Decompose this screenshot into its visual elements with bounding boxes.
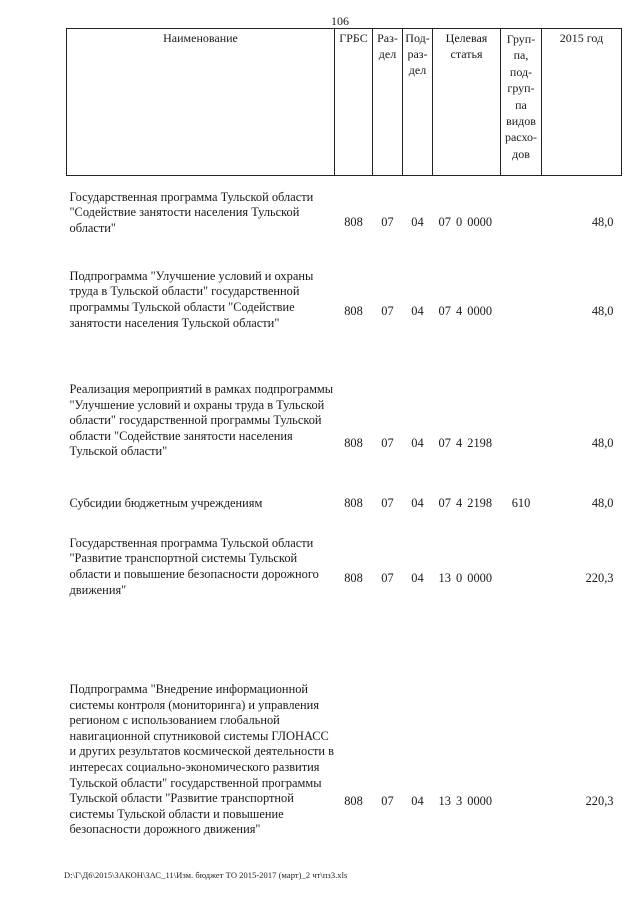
row-podrazdel: 04 (411, 215, 424, 230)
row-podrazdel: 04 (411, 496, 424, 511)
row-grbs: 808 (344, 571, 363, 586)
row-amount: 48,0 (591, 436, 614, 451)
row-amount: 48,0 (591, 496, 614, 511)
header-name-label: Наименование (163, 31, 238, 45)
row-celevaya: 07 4 2198 (438, 436, 493, 451)
row-grbs: 808 (344, 436, 363, 451)
row-razdel: 07 (381, 794, 394, 809)
row-gruppa (501, 350, 542, 492)
header-year-label: 2015 год (559, 31, 604, 45)
row-razdel: 07 (381, 571, 394, 586)
row-razdel: 07 (381, 496, 394, 511)
row-razdel: 07 (381, 215, 394, 230)
row-grbs: 808 (344, 496, 363, 511)
row-amount: 48,0 (591, 215, 614, 230)
table-row (67, 516, 622, 618)
row-gruppa (501, 250, 542, 350)
header-razdel (373, 29, 403, 176)
row-celevaya: 07 4 0000 (438, 304, 493, 319)
budget-table (66, 28, 622, 902)
table-row (67, 250, 622, 350)
header-gruppa (501, 29, 542, 176)
table-row (67, 492, 622, 516)
row-podrazdel: 04 (411, 571, 424, 586)
row-grbs: 808 (344, 794, 363, 809)
row-gruppa (501, 618, 542, 902)
row-razdel: 07 (381, 436, 394, 451)
row-amount: 220,3 (585, 794, 614, 809)
row-grbs: 808 (344, 304, 363, 319)
table-header (67, 29, 622, 176)
footer-file-path: D:\Г\Д6\2015\ЗАКОН\ЗАС_11\Изм. бюджет ТО 2015-2017 (март)_2 чт\пз3.xls (64, 870, 348, 880)
row-name: Государственная программа Тульской области "Содействие занятости населения Тульской области" (69, 189, 314, 235)
header-celevaya-label: Целевая статья (445, 31, 488, 61)
page-number: 106 (331, 14, 349, 28)
header-razdel-label: Раз- дел (377, 31, 398, 61)
row-name: Подпрограмма "Улучшение условий и охраны труда в Тульской области" государственной программы Тульской области "Содействие занятости населения Тульской области" (69, 268, 314, 330)
row-name: Государственная программа Тульской области "Развитие транспортной системы Тульской области и повышение безопасности дорожного движения" (69, 535, 319, 597)
row-gruppa: 610 (511, 496, 531, 511)
row-celevaya: 07 4 2198 (438, 496, 493, 511)
row-amount: 48,0 (591, 304, 614, 319)
row-grbs: 808 (344, 215, 363, 230)
table-row (67, 176, 622, 251)
row-celevaya: 07 0 0000 (438, 215, 493, 230)
row-razdel: 07 (381, 304, 394, 319)
header-year (542, 29, 622, 176)
row-gruppa (501, 176, 542, 251)
row-podrazdel: 04 (411, 304, 424, 319)
row-podrazdel: 04 (411, 436, 424, 451)
header-podrazdel (403, 29, 433, 176)
row-celevaya: 13 0 0000 (438, 571, 493, 586)
table-body (67, 176, 622, 903)
header-celevaya (433, 29, 501, 176)
table-row (67, 350, 622, 492)
row-name: Реализация мероприятий в рамках подпрограммы "Улучшение условий и охраны труда в Тульской области" государственной программы Тульской области "Содействие занятости населения Тульской области" (69, 382, 334, 459)
row-podrazdel: 04 (411, 794, 424, 809)
header-name (67, 29, 335, 176)
header-gruppa-label: Груп- па, под- груп- па видов расхо- дов (504, 32, 538, 161)
header-podrazdel-label: Под- раз- дел (405, 31, 430, 77)
header-grbs (335, 29, 373, 176)
row-amount: 220,3 (585, 571, 614, 586)
header-row (67, 29, 622, 176)
row-name: Субсидии бюджетным учреждениям (69, 496, 263, 511)
row-gruppa (501, 516, 542, 618)
row-name: Подпрограмма "Внедрение информационной системы контроля (мониторинга) и управления регионом с использованием глобальной навигационной спутниковой системы ГЛОНАСС и других результатов космической деятельности в интересах социально-экономического развития Тульской области" государственной программы Тульской области "Развитие транспортной системы Тульской области и повышение безопасности дорожного движения" (69, 682, 334, 837)
row-celevaya: 13 3 0000 (438, 794, 493, 809)
table-row (67, 618, 622, 902)
header-grbs-label: ГРБС (339, 31, 368, 45)
